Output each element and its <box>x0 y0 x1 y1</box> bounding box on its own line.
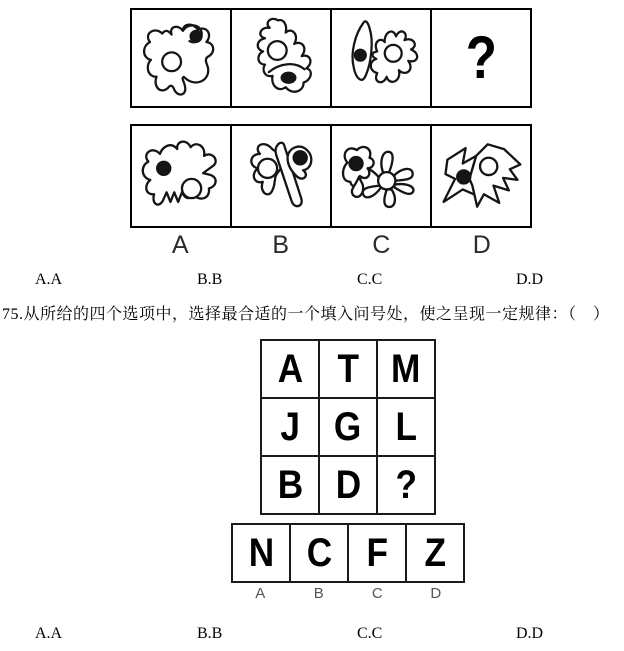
figure-option-label-c: C <box>372 231 391 259</box>
grid-cell-r3c2 <box>318 455 378 515</box>
letter-option-cell-b <box>289 523 349 583</box>
letter-option: F <box>366 530 388 575</box>
question-75-stem <box>2 301 622 324</box>
grid-cell-question-mark <box>376 455 436 515</box>
figure-option-label-d: D <box>472 231 491 259</box>
figure-sequence-cell-2 <box>230 8 332 108</box>
letter-option-cell-a <box>231 523 291 583</box>
letter-option-cell-d <box>405 523 465 583</box>
grid-letter: D <box>335 462 361 507</box>
letter-option-labels <box>231 585 465 602</box>
grid-question-mark: ? <box>395 462 417 507</box>
choice-q74-d[interactable]: D.D <box>516 271 544 288</box>
letter-option: N <box>248 530 274 575</box>
question-mark: ? <box>465 24 497 91</box>
figure-option-d <box>430 124 532 228</box>
figure-option-a <box>130 124 232 228</box>
letter-option: C <box>306 530 332 575</box>
grid-cell-r2c1 <box>260 397 320 457</box>
choice-q75-b[interactable]: B.B <box>197 625 223 642</box>
choices-row-q74 <box>0 271 624 289</box>
figure-sequence-cell-3 <box>330 8 432 108</box>
blob-figure-2 <box>233 11 329 105</box>
blob-option-c <box>333 127 429 225</box>
letter-option-label-d: D <box>430 585 442 602</box>
choice-q74-a[interactable]: A.A <box>35 271 63 288</box>
grid-letter: L <box>395 404 417 449</box>
grid-cell-r2c3 <box>376 397 436 457</box>
choice-q74-c[interactable]: C.C <box>357 271 383 288</box>
letter-grid-row-2 <box>260 397 436 457</box>
grid-letter: B <box>277 462 303 507</box>
figure-option-c <box>330 124 432 228</box>
figure-option-label-b: B <box>272 231 290 259</box>
letter-option-label-c: C <box>371 585 383 602</box>
figure-option-labels <box>130 231 532 260</box>
blob-option-d <box>433 127 529 225</box>
letter-option-cell-c <box>347 523 407 583</box>
figure-option-label-a: A <box>171 231 189 259</box>
choice-q75-a[interactable]: A.A <box>35 625 63 642</box>
grid-letter: J <box>280 404 300 449</box>
blob-option-b <box>233 127 329 225</box>
choice-q74-b[interactable]: B.B <box>197 271 223 288</box>
choices-row-q75 <box>0 625 624 643</box>
grid-letter: A <box>277 346 303 391</box>
question-75-number: 75. <box>2 306 24 323</box>
letter-grid-row-3 <box>260 455 436 515</box>
figure-sequence-row <box>130 8 532 108</box>
grid-cell-r3c1 <box>260 455 320 515</box>
figure-options-row <box>130 124 532 228</box>
letter-option-label-a: A <box>255 585 266 602</box>
grid-cell-r1c2 <box>318 339 378 399</box>
letter-option-strip <box>231 523 465 583</box>
letter-grid <box>260 339 436 515</box>
grid-cell-r1c3 <box>376 339 436 399</box>
blob-figure-3 <box>333 11 429 105</box>
choice-q75-d[interactable]: D.D <box>516 625 544 642</box>
figure-sequence-cell-question <box>430 8 532 108</box>
grid-cell-r1c1 <box>260 339 320 399</box>
blob-figure-1 <box>133 11 229 105</box>
figure-option-b <box>230 124 332 228</box>
letter-option: Z <box>424 530 446 575</box>
grid-letter: T <box>337 346 359 391</box>
letter-option-label-b: B <box>313 585 324 602</box>
choice-q75-c[interactable]: C.C <box>357 625 383 642</box>
question-75-text: 从所给的四个选项中，选择最合适的一个填入问号处，使之呈现一定规律：（ ） <box>23 306 610 323</box>
figure-sequence-cell-1 <box>130 8 232 108</box>
blob-option-a <box>133 127 229 225</box>
grid-cell-r2c2 <box>318 397 378 457</box>
grid-letter: G <box>334 404 362 449</box>
grid-letter: M <box>391 346 421 391</box>
letter-grid-row-1 <box>260 339 436 399</box>
